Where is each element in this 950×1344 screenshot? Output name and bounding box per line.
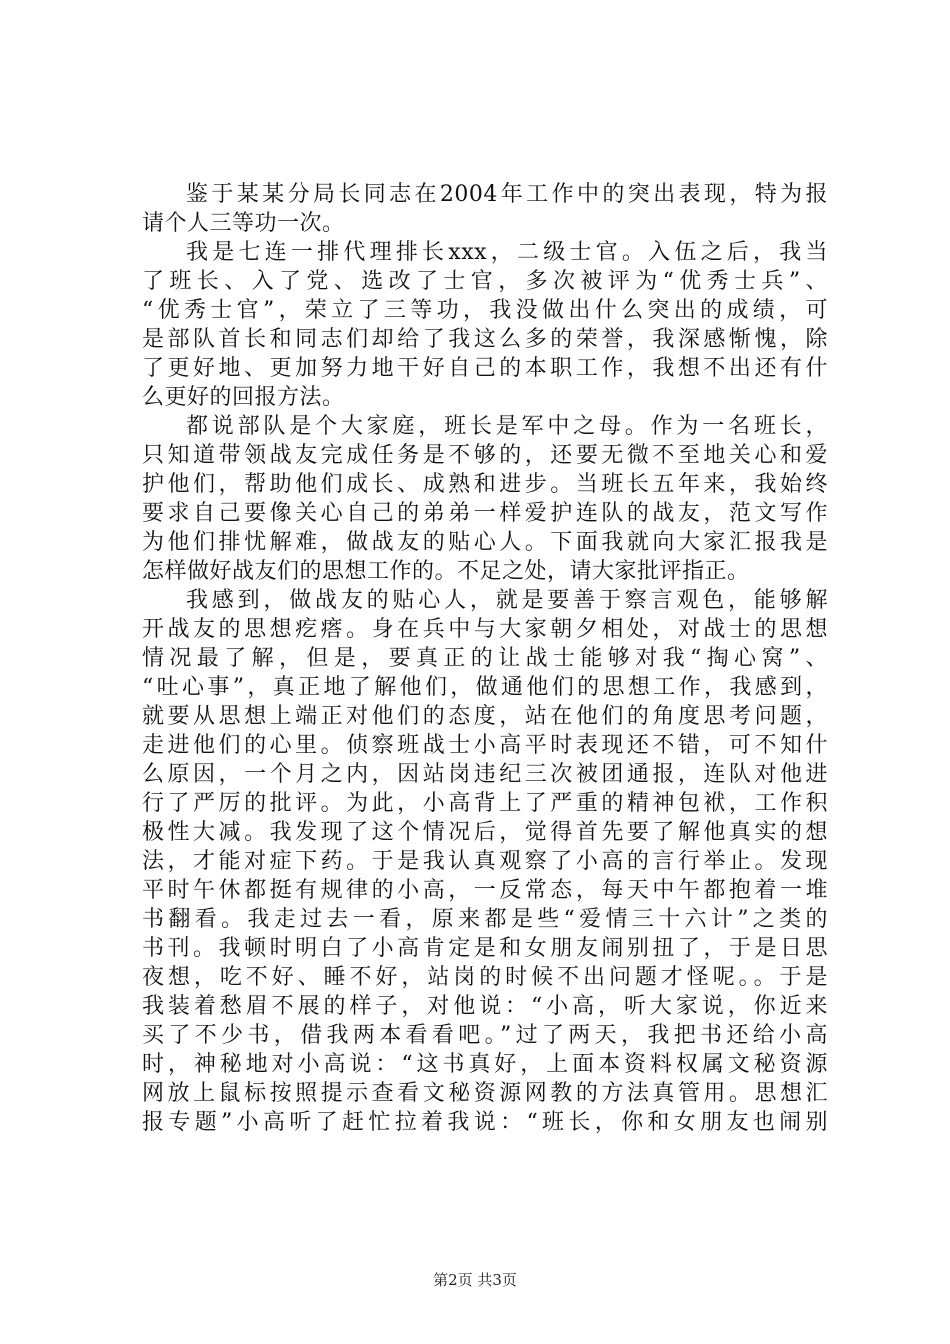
paragraph-line: 极性大减。我发现了这个情况后，觉得首先要了解他真实的想	[142, 820, 828, 845]
paragraph-line: 报专题”小高听了赶忙拉着我说：“班长，你和女朋友也闹别	[142, 1110, 828, 1135]
paragraph-line: 护他们，帮助他们成长、成熟和进步。当班长五年来，我始终	[142, 472, 828, 497]
paragraph-line: 只知道带领战友完成任务是不够的，还要无微不至地关心和爱	[142, 443, 828, 468]
paragraph-line: “吐心事”，真正地了解他们，做通他们的思想工作，我感到，	[142, 675, 828, 700]
paragraph-line: 书翻看。我走过去一看，原来都是些“爱情三十六计”之类的	[142, 907, 828, 932]
paragraph-line: “优秀士官”，荣立了三等功，我没做出什么突出的成绩，可	[142, 298, 828, 323]
paragraph-line: 时，神秘地对小高说：“这书真好，上面本资料权属文秘资源	[142, 1052, 828, 1077]
paragraph-first-line: 都说部队是个大家庭，班长是军中之母。作为一名班长，	[186, 414, 828, 439]
paragraph-line: 书刊。我顿时明白了小高肯定是和女朋友闹别扭了，于是日思	[142, 936, 828, 961]
paragraph-line: 走进他们的心里。侦察班战士小高平时表现还不错，可不知什	[142, 733, 828, 758]
paragraph-line: 情况最了解，但是，要真正的让战士能够对我“掏心窝”、	[142, 646, 828, 671]
paragraph-first-line: 我感到，做战友的贴心人，就是要善于察言观色，能够解	[186, 588, 828, 613]
paragraph-line: 开战友的思想疙瘩。身在兵中与大家朝夕相处，对战士的思想	[142, 617, 828, 642]
paragraph-first-line: 我是七连一排代理排长xxx，二级士官。入伍之后，我当	[186, 240, 828, 265]
paragraph-line: 是部队首长和同志们却给了我这么多的荣誉，我深感惭愧，除	[142, 327, 828, 352]
paragraph-line: 法，才能对症下药。于是我认真观察了小高的言行举止。发现	[142, 849, 828, 874]
paragraph-line: 请个人三等功一次。	[142, 211, 345, 236]
document-body	[142, 180, 828, 1137]
paragraph-line: 为他们排忧解难，做战友的贴心人。下面我就向大家汇报我是	[142, 530, 828, 555]
paragraph-line: 要求自己要像关心自己的弟弟一样爱护连队的战友，范文写作	[142, 501, 828, 526]
paragraph-line: 就要从思想上端正对他们的态度，站在他们的角度思考问题，	[142, 704, 828, 729]
page-footer: 第2页 共3页	[433, 1271, 517, 1289]
paragraph-line: 网放上鼠标按照提示查看文秘资源网教的方法真管用。思想汇	[142, 1081, 828, 1106]
paragraph-line: 了更好地、更加努力地干好自己的本职工作，我想不出还有什	[142, 356, 828, 381]
paragraph-line: 么更好的回报方法。	[142, 385, 345, 410]
paragraph-line: 平时午休都挺有规律的小高，一反常态，每天中午都抱着一堆	[142, 878, 828, 903]
paragraph-line: 了班长、入了党、选改了士官，多次被评为“优秀士兵”、	[142, 269, 828, 294]
paragraph-line: 我装着愁眉不展的样子，对他说：“小高，听大家说，你近来	[142, 994, 828, 1019]
paragraph-line: 买了不少书，借我两本看看吧。”过了两天，我把书还给小高	[142, 1023, 828, 1048]
paragraph-line: 么原因，一个月之内，因站岗违纪三次被团通报，连队对他进	[142, 762, 828, 787]
paragraph-line: 夜想，吃不好、睡不好，站岗的时候不出问题才怪呢。。于是	[142, 965, 828, 990]
paragraph-line: 怎样做好战友们的思想工作的。不足之处，请大家批评指正。	[142, 559, 750, 584]
paragraph-line: 行了严厉的批评。为此，小高背上了严重的精神包袱，工作积	[142, 791, 828, 816]
paragraph-first-line: 鉴于某某分局长同志在2004年工作中的突出表现，特为报	[186, 182, 828, 207]
